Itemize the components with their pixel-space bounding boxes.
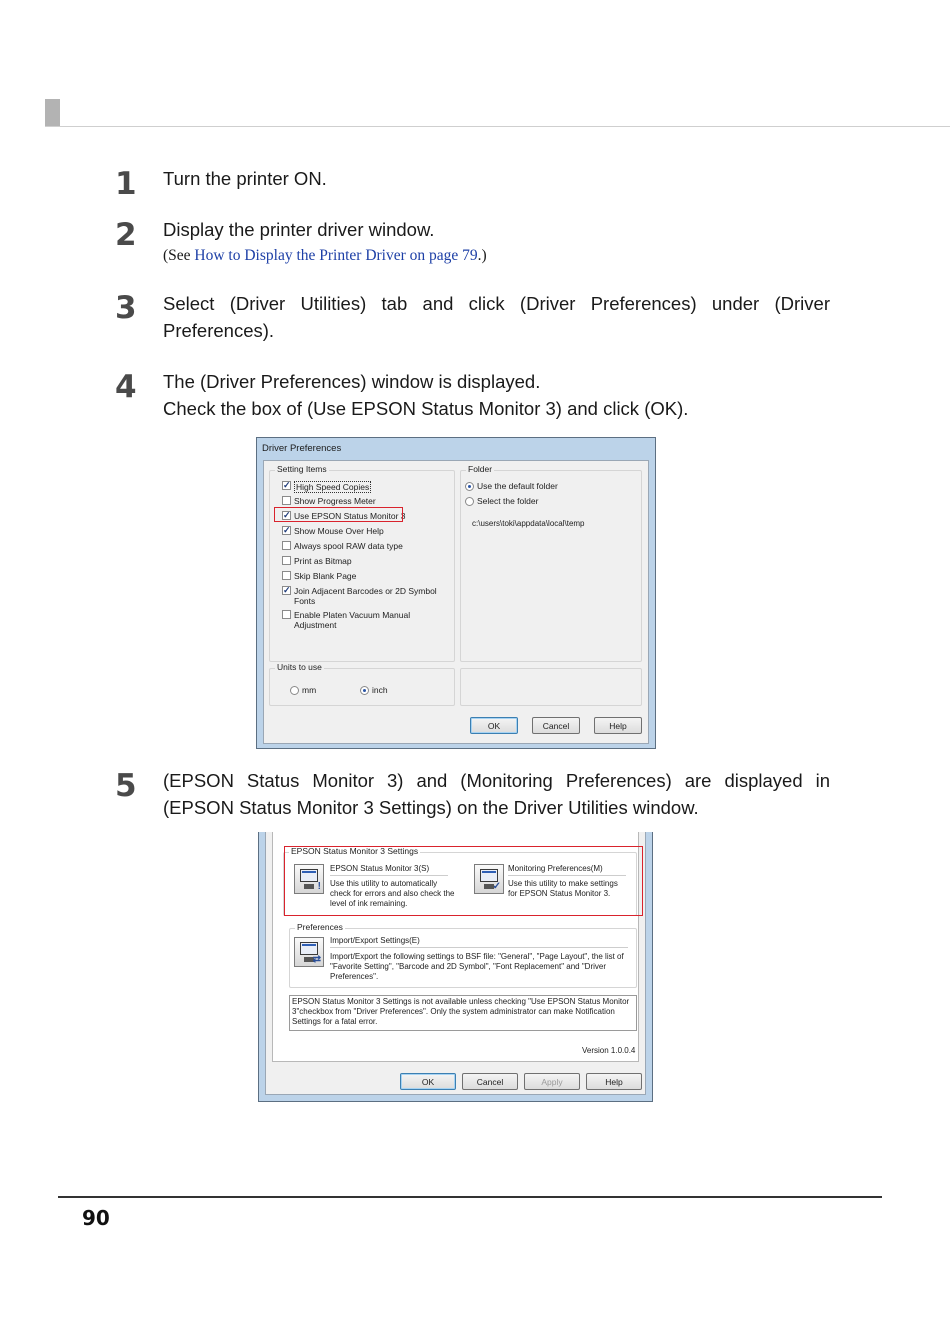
header-marker — [45, 99, 60, 127]
units-label: Units to use — [277, 662, 322, 672]
step-4-line-1: The (Driver Preferences) window is displayed. — [163, 371, 541, 392]
step-5-text: (EPSON Status Monitor 3) and (Monitoring Preferences) are displayed in (EPSON Status Monitor 3 Settings) on the Driver Utilities window. — [163, 770, 830, 818]
cancel-button[interactable]: Cancel — [532, 717, 580, 734]
checkbox-show-progress-meter[interactable] — [282, 496, 376, 506]
version-label: Version 1.0.0.4 — [582, 1046, 636, 1055]
footer-rule — [58, 1196, 882, 1198]
reference-link[interactable]: How to Display the Printer Driver on page 79 — [194, 247, 478, 264]
driver-preferences-dialog — [256, 437, 656, 749]
import-export-icon[interactable]: ⇄ — [294, 937, 324, 967]
step-4-line-2: Check the box of (Use EPSON Status Monitor 3) and click (OK). — [163, 398, 689, 419]
help-button[interactable]: Help — [586, 1073, 642, 1090]
checkbox-box[interactable] — [282, 556, 291, 565]
divider — [330, 947, 628, 948]
highlight-box — [274, 507, 403, 522]
radio-mm[interactable] — [290, 685, 316, 695]
step-2-reference — [163, 245, 830, 267]
dialog-title: Driver Preferences — [262, 443, 342, 454]
note-text: EPSON Status Monitor 3 Settings is not available unless checking "Use EPSON Status Monitor 3"checkbox from "Driver Preferences". Only the system administrator can make Notification Settings for a fatal error. — [292, 997, 630, 1026]
setting-items-group — [269, 464, 455, 662]
page-number: 90 — [82, 1206, 110, 1230]
checkbox-box[interactable] — [282, 496, 291, 505]
help-button[interactable]: Help — [594, 717, 642, 734]
checkbox-label: Show Mouse Over Help — [294, 526, 384, 536]
cancel-button[interactable]: Cancel — [462, 1073, 518, 1090]
checkbox-label: Enable Platen Vacuum Manual Adjustment — [294, 610, 411, 630]
folder-group — [460, 464, 642, 662]
units-group — [269, 662, 455, 706]
note-box — [289, 995, 637, 1031]
checkbox-print-as-bitmap[interactable] — [282, 556, 352, 566]
radio-label: inch — [372, 685, 388, 695]
step-2-text: Display the printer driver window. — [163, 219, 435, 240]
status-monitor-title[interactable]: EPSON Status Monitor 3(S) — [330, 864, 430, 873]
status-monitor-group-label: EPSON Status Monitor 3 Settings — [291, 846, 419, 856]
import-export-description: Import/Export the following settings to BSF file: "General", "Page Layout", the list of "Favorite Setting", "Barcode and 2D Symbol", "Font Replacement" and "Driver Preferences". — [330, 952, 624, 981]
checkbox-high-speed-copies[interactable] — [282, 481, 371, 493]
dialog-client-area — [263, 460, 649, 744]
setting-items-label: Setting Items — [277, 464, 327, 474]
folder-label: Folder — [468, 464, 493, 474]
checkbox-label: Always spool RAW data type — [294, 541, 403, 551]
radio-button[interactable] — [465, 482, 474, 491]
dialog-client-area — [265, 832, 646, 1095]
radio-button[interactable] — [465, 497, 474, 506]
checkbox-box[interactable]: ✓ — [283, 510, 291, 520]
radio-label: mm — [302, 685, 317, 695]
preferences-group-label: Preferences — [297, 922, 343, 932]
checkbox-enable-platen-vacuum[interactable] — [282, 610, 417, 630]
checkbox-box[interactable]: ✓ — [283, 585, 291, 595]
step-5-number: 5 — [115, 768, 137, 804]
radio-default-folder[interactable] — [465, 481, 558, 491]
checkbox-label: Join Adjacent Barcodes or 2D Symbol Fonts — [294, 586, 437, 606]
reference-prefix: (See — [163, 247, 195, 264]
radio-label: Select the folder — [477, 496, 539, 506]
step-3-text: Select (Driver Utilities) tab and click (Driver Preferences) under (Driver Preferences). — [163, 293, 830, 341]
radio-button[interactable] — [360, 686, 369, 695]
monitoring-preferences-description: Use this utility to make settings for EPSON Status Monitor 3. — [508, 879, 618, 898]
radio-button[interactable] — [290, 686, 299, 695]
apply-button[interactable]: Apply — [524, 1073, 580, 1090]
step-2-number: 2 — [115, 217, 137, 253]
checkbox-box[interactable] — [282, 541, 291, 550]
header-rule — [45, 126, 950, 127]
step-3-number: 3 — [115, 290, 137, 326]
checkbox-box[interactable]: ✓ — [283, 480, 291, 490]
checkbox-label: Show Progress Meter — [294, 496, 376, 506]
checkbox-label: High Speed Copies — [296, 482, 370, 492]
checkbox-show-mouse-over-help[interactable] — [282, 526, 384, 536]
radio-inch[interactable] — [360, 685, 388, 695]
checkbox-join-adjacent-barcodes[interactable] — [282, 586, 442, 606]
status-monitor-icon[interactable]: ! — [294, 864, 324, 894]
reference-suffix: .) — [477, 247, 487, 264]
checkbox-label: Skip Blank Page — [294, 571, 357, 581]
driver-utilities-dialog — [258, 832, 653, 1102]
step-4-number: 4 — [115, 369, 137, 405]
highlight-box — [284, 846, 643, 916]
checkbox-box[interactable]: ✓ — [283, 525, 291, 535]
units-right-panel — [460, 668, 642, 706]
import-export-title[interactable]: Import/Export Settings(E) — [330, 936, 420, 945]
step-1-number: 1 — [115, 166, 137, 202]
radio-label: Use the default folder — [477, 481, 558, 491]
ok-button[interactable]: OK — [470, 717, 518, 734]
monitoring-preferences-title[interactable]: Monitoring Preferences(M) — [508, 864, 603, 873]
checkbox-box[interactable] — [282, 610, 291, 619]
radio-select-folder[interactable] — [465, 496, 538, 506]
step-1-text: Turn the printer ON. — [163, 168, 327, 189]
tab-content-area — [272, 832, 639, 1062]
monitoring-preferences-icon[interactable]: ✓ — [474, 864, 504, 894]
ok-button[interactable]: OK — [400, 1073, 456, 1090]
status-monitor-description: Use this utility to automatically check for errors and also check the level of ink remaining. — [330, 879, 455, 908]
checkbox-label: Use EPSON Status Monitor 3 — [294, 511, 406, 521]
checkbox-skip-blank-page[interactable] — [282, 571, 356, 581]
checkbox-box[interactable] — [282, 571, 291, 580]
folder-path: c:\users\toki\appdata\local\temp — [472, 519, 585, 528]
checkbox-label: Print as Bitmap — [294, 556, 352, 566]
checkbox-always-spool-raw[interactable] — [282, 541, 403, 551]
